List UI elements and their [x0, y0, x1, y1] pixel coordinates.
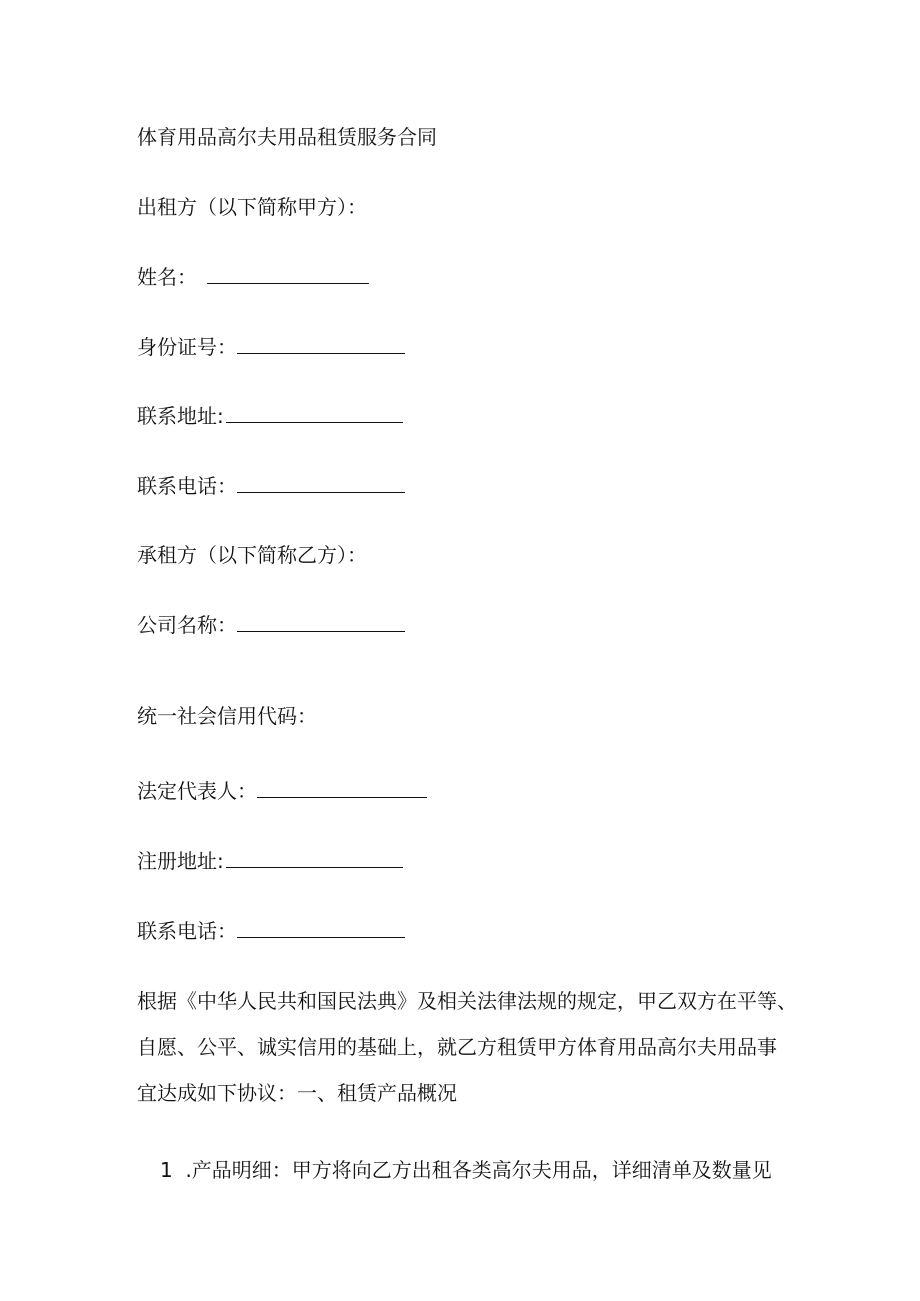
lessor-heading: 出租方（以下简称甲方）： — [137, 195, 367, 219]
lessee-rep-row — [137, 777, 427, 805]
lessor-id-row — [137, 333, 405, 361]
lessor-name-label: 姓名： — [137, 265, 197, 289]
lessor-id-label: 身份证号： — [137, 335, 237, 359]
lessee-company-row — [137, 611, 405, 639]
lessee-company-label: 公司名称： — [137, 613, 237, 637]
lessor-id-blank[interactable] — [237, 333, 405, 354]
lessee-reg-address-blank[interactable] — [226, 847, 403, 868]
lessee-phone-label: 联系电话： — [137, 919, 237, 943]
lessee-phone-row — [137, 917, 405, 945]
lessor-phone-row — [137, 472, 405, 500]
lessee-rep-label: 法定代表人： — [137, 779, 257, 803]
lessor-name-row — [137, 263, 369, 291]
document-title: 体育用品高尔夫用品租赁服务合同 — [137, 125, 437, 149]
lessee-credit-code-label: 统一社会信用代码： — [137, 704, 317, 728]
lessee-company-blank[interactable] — [237, 611, 405, 632]
preamble-paragraph — [137, 978, 817, 1116]
lessor-name-blank[interactable] — [207, 263, 369, 284]
lessor-phone-label: 联系电话： — [137, 474, 237, 498]
lessee-credit-code-row — [137, 702, 317, 730]
preamble-line-3: 宜达成如下协议：一、租赁产品概况 — [137, 1081, 457, 1105]
lessor-address-blank[interactable] — [226, 402, 403, 423]
lessee-heading: 承租方（以下简称乙方）： — [137, 543, 367, 567]
lessee-phone-blank[interactable] — [237, 917, 405, 938]
lessor-address-row — [137, 402, 403, 430]
preamble-line-1: 根据《中华人民共和国民法典》及相关法律法规的规定，甲乙双方在平等、 — [137, 989, 797, 1013]
lessee-rep-blank[interactable] — [257, 777, 427, 798]
lessee-reg-address-label: 注册地址: — [137, 849, 224, 873]
lessor-address-label: 联系地址: — [137, 404, 224, 428]
clause-1-product-details: 1 .产品明细：甲方将向乙方出租各类高尔夫用品，详细清单及数量见 — [160, 1158, 772, 1182]
lessor-phone-blank[interactable] — [237, 472, 405, 493]
lessee-reg-address-row — [137, 847, 403, 875]
preamble-line-2: 自愿、公平、诚实信用的基础上，就乙方租赁甲方体育用品高尔夫用品事 — [137, 1035, 777, 1059]
